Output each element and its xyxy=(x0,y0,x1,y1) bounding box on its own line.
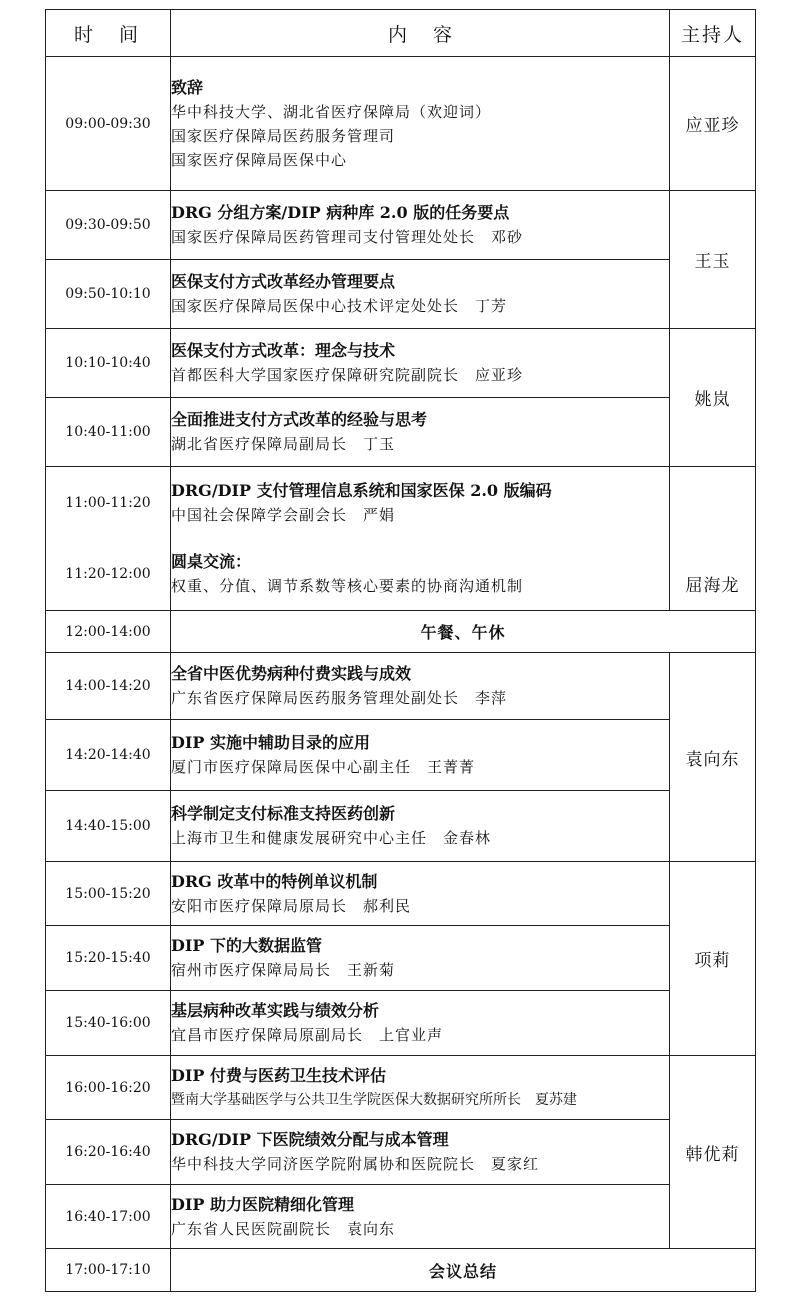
speaker-line: 安阳市医疗保障局原局长 郝利民 xyxy=(171,896,412,915)
table-row xyxy=(46,1056,756,1120)
content-cell xyxy=(171,991,670,1056)
content-cell xyxy=(171,720,670,791)
session-title: DIP 付费与医药卫生技术评估 xyxy=(171,1065,386,1085)
time-cell: 11:20-12:00 xyxy=(46,539,171,611)
session-title: 科学制定支付标准支持医药创新 xyxy=(171,804,396,823)
content-cell xyxy=(171,467,670,539)
speaker-line: 权重、分值、调节系数等核心要素的协商沟通机制 xyxy=(171,577,524,596)
session-title: DRG 分组方案/DIP 病种库 2.0 版的任务要点 xyxy=(171,203,510,222)
content-cell xyxy=(171,653,670,720)
header-row xyxy=(46,10,756,57)
content-cell xyxy=(171,1185,670,1249)
time-cell: 11:00-11:20 xyxy=(46,467,171,539)
speaker-line: 国家医疗保障局医保中心技术评定处处长 丁芳 xyxy=(171,297,508,315)
header-content: 内容 xyxy=(171,10,670,57)
host-cell: 王玉 xyxy=(670,191,756,329)
agenda-table xyxy=(45,9,756,1292)
speaker-line: 广东省人民医院副院长 袁向东 xyxy=(171,1219,396,1238)
speaker-line: 华中科技大学、湖北省医疗保障局（欢迎词） xyxy=(171,102,492,121)
session-title: 全省中医优势病种付费实践与成效 xyxy=(171,664,412,683)
table-row xyxy=(46,398,756,467)
table-row xyxy=(46,1249,756,1292)
table-row xyxy=(46,653,756,720)
content-cell xyxy=(171,57,670,191)
speaker-line: 国家医疗保障局医保中心 xyxy=(171,150,348,169)
session-title: 全面推进支付方式改革的经验与思考 xyxy=(171,410,428,429)
table-row xyxy=(46,57,756,191)
content-cell xyxy=(171,862,670,926)
lunch-break: 午餐、午休 xyxy=(171,611,756,653)
host-cell: 韩优莉 xyxy=(670,1056,756,1249)
session-title: DRG/DIP 支付管理信息系统和国家医保 2.0 版编码 xyxy=(171,480,552,500)
content-cell xyxy=(171,191,670,260)
table-row xyxy=(46,926,756,991)
content-cell xyxy=(171,329,670,398)
session-title: DIP 下的大数据监管 xyxy=(171,936,322,955)
table-row xyxy=(46,260,756,329)
time-cell: 14:00-14:20 xyxy=(46,653,171,720)
table-row xyxy=(46,862,756,926)
host-cell: 应亚珍 xyxy=(670,57,756,191)
speaker-line: 上海市卫生和健康发展研究中心主任 金春林 xyxy=(171,829,492,847)
host-cell: 项莉 xyxy=(670,862,756,1056)
table-row xyxy=(46,467,756,539)
table-row xyxy=(46,991,756,1056)
time-cell: 09:30-09:50 xyxy=(46,191,171,260)
speaker-line: 宿州市医疗保障局局长 王新菊 xyxy=(171,961,396,979)
time-cell: 16:40-17:00 xyxy=(46,1185,171,1249)
table-row xyxy=(46,539,756,611)
host-cell: 屈海龙 xyxy=(670,467,756,611)
time-cell: 16:20-16:40 xyxy=(46,1120,171,1185)
content-cell xyxy=(171,260,670,329)
time-cell: 14:40-15:00 xyxy=(46,791,171,862)
session-title: 医保支付方式改革经办管理要点 xyxy=(171,272,396,291)
speaker-line: 广东省医疗保障局医药服务管理处副处长 李萍 xyxy=(171,689,508,707)
host-cell: 姚岚 xyxy=(670,329,756,467)
time-cell: 15:20-15:40 xyxy=(46,926,171,991)
content-cell xyxy=(171,539,670,611)
table-row xyxy=(46,329,756,398)
session-title: DRG/DIP 下医院绩效分配与成本管理 xyxy=(171,1130,449,1149)
speaker-line: 国家医疗保障局医药服务管理司 xyxy=(171,126,396,145)
speaker-line: 湖北省医疗保障局副局长 丁玉 xyxy=(171,435,396,453)
speaker-line: 暨南大学基础医学与公共卫生学院医保大数据研究所所长 夏苏建 xyxy=(171,1091,577,1108)
speaker-line: 首都医科大学国家医疗保障研究院副院长 应亚珍 xyxy=(171,366,524,384)
time-cell: 10:10-10:40 xyxy=(46,329,171,398)
speaker-line: 中国社会保障学会副会长 严娟 xyxy=(171,505,396,524)
header-host: 主持人 xyxy=(670,10,756,57)
time-cell: 12:00-14:00 xyxy=(46,611,171,653)
time-cell: 16:00-16:20 xyxy=(46,1056,171,1120)
time-cell: 14:20-14:40 xyxy=(46,720,171,791)
session-title: 医保支付方式改革：理念与技术 xyxy=(171,341,396,360)
content-cell xyxy=(171,926,670,991)
content-cell xyxy=(171,1056,670,1120)
session-title: 致辞 xyxy=(171,77,204,97)
speaker-line: 国家医疗保障局医药管理司支付管理处处长 邓砂 xyxy=(171,228,524,246)
host-cell: 袁向东 xyxy=(670,653,756,862)
time-cell: 15:00-15:20 xyxy=(46,862,171,926)
session-title: DIP 实施中辅助目录的应用 xyxy=(171,733,370,752)
closing-summary: 会议总结 xyxy=(171,1249,756,1292)
table-row xyxy=(46,1185,756,1249)
speaker-line: 宜昌市医疗保障局原副局长 上官业声 xyxy=(171,1026,444,1044)
table-row xyxy=(46,791,756,862)
speaker-line: 华中科技大学同济医学院附属协和医院院长 夏家红 xyxy=(171,1155,540,1173)
table-row xyxy=(46,720,756,791)
session-title: DRG 改革中的特例单议机制 xyxy=(171,871,378,891)
time-cell: 15:40-16:00 xyxy=(46,991,171,1056)
session-title: 基层病种改革实践与绩效分析 xyxy=(171,1001,380,1020)
content-cell xyxy=(171,791,670,862)
table-row xyxy=(46,1120,756,1185)
table-row xyxy=(46,191,756,260)
table-row xyxy=(46,611,756,653)
time-cell: 17:00-17:10 xyxy=(46,1249,171,1292)
time-cell: 09:00-09:30 xyxy=(46,57,171,191)
session-title: 圆桌交流： xyxy=(171,552,252,572)
time-cell: 09:50-10:10 xyxy=(46,260,171,329)
content-cell xyxy=(171,1120,670,1185)
content-cell xyxy=(171,398,670,467)
speaker-line: 厦门市医疗保障局医保中心副主任 王菁菁 xyxy=(171,758,476,776)
time-cell: 10:40-11:00 xyxy=(46,398,171,467)
header-time: 时间 xyxy=(46,10,171,57)
session-title: DIP 助力医院精细化管理 xyxy=(171,1194,354,1214)
